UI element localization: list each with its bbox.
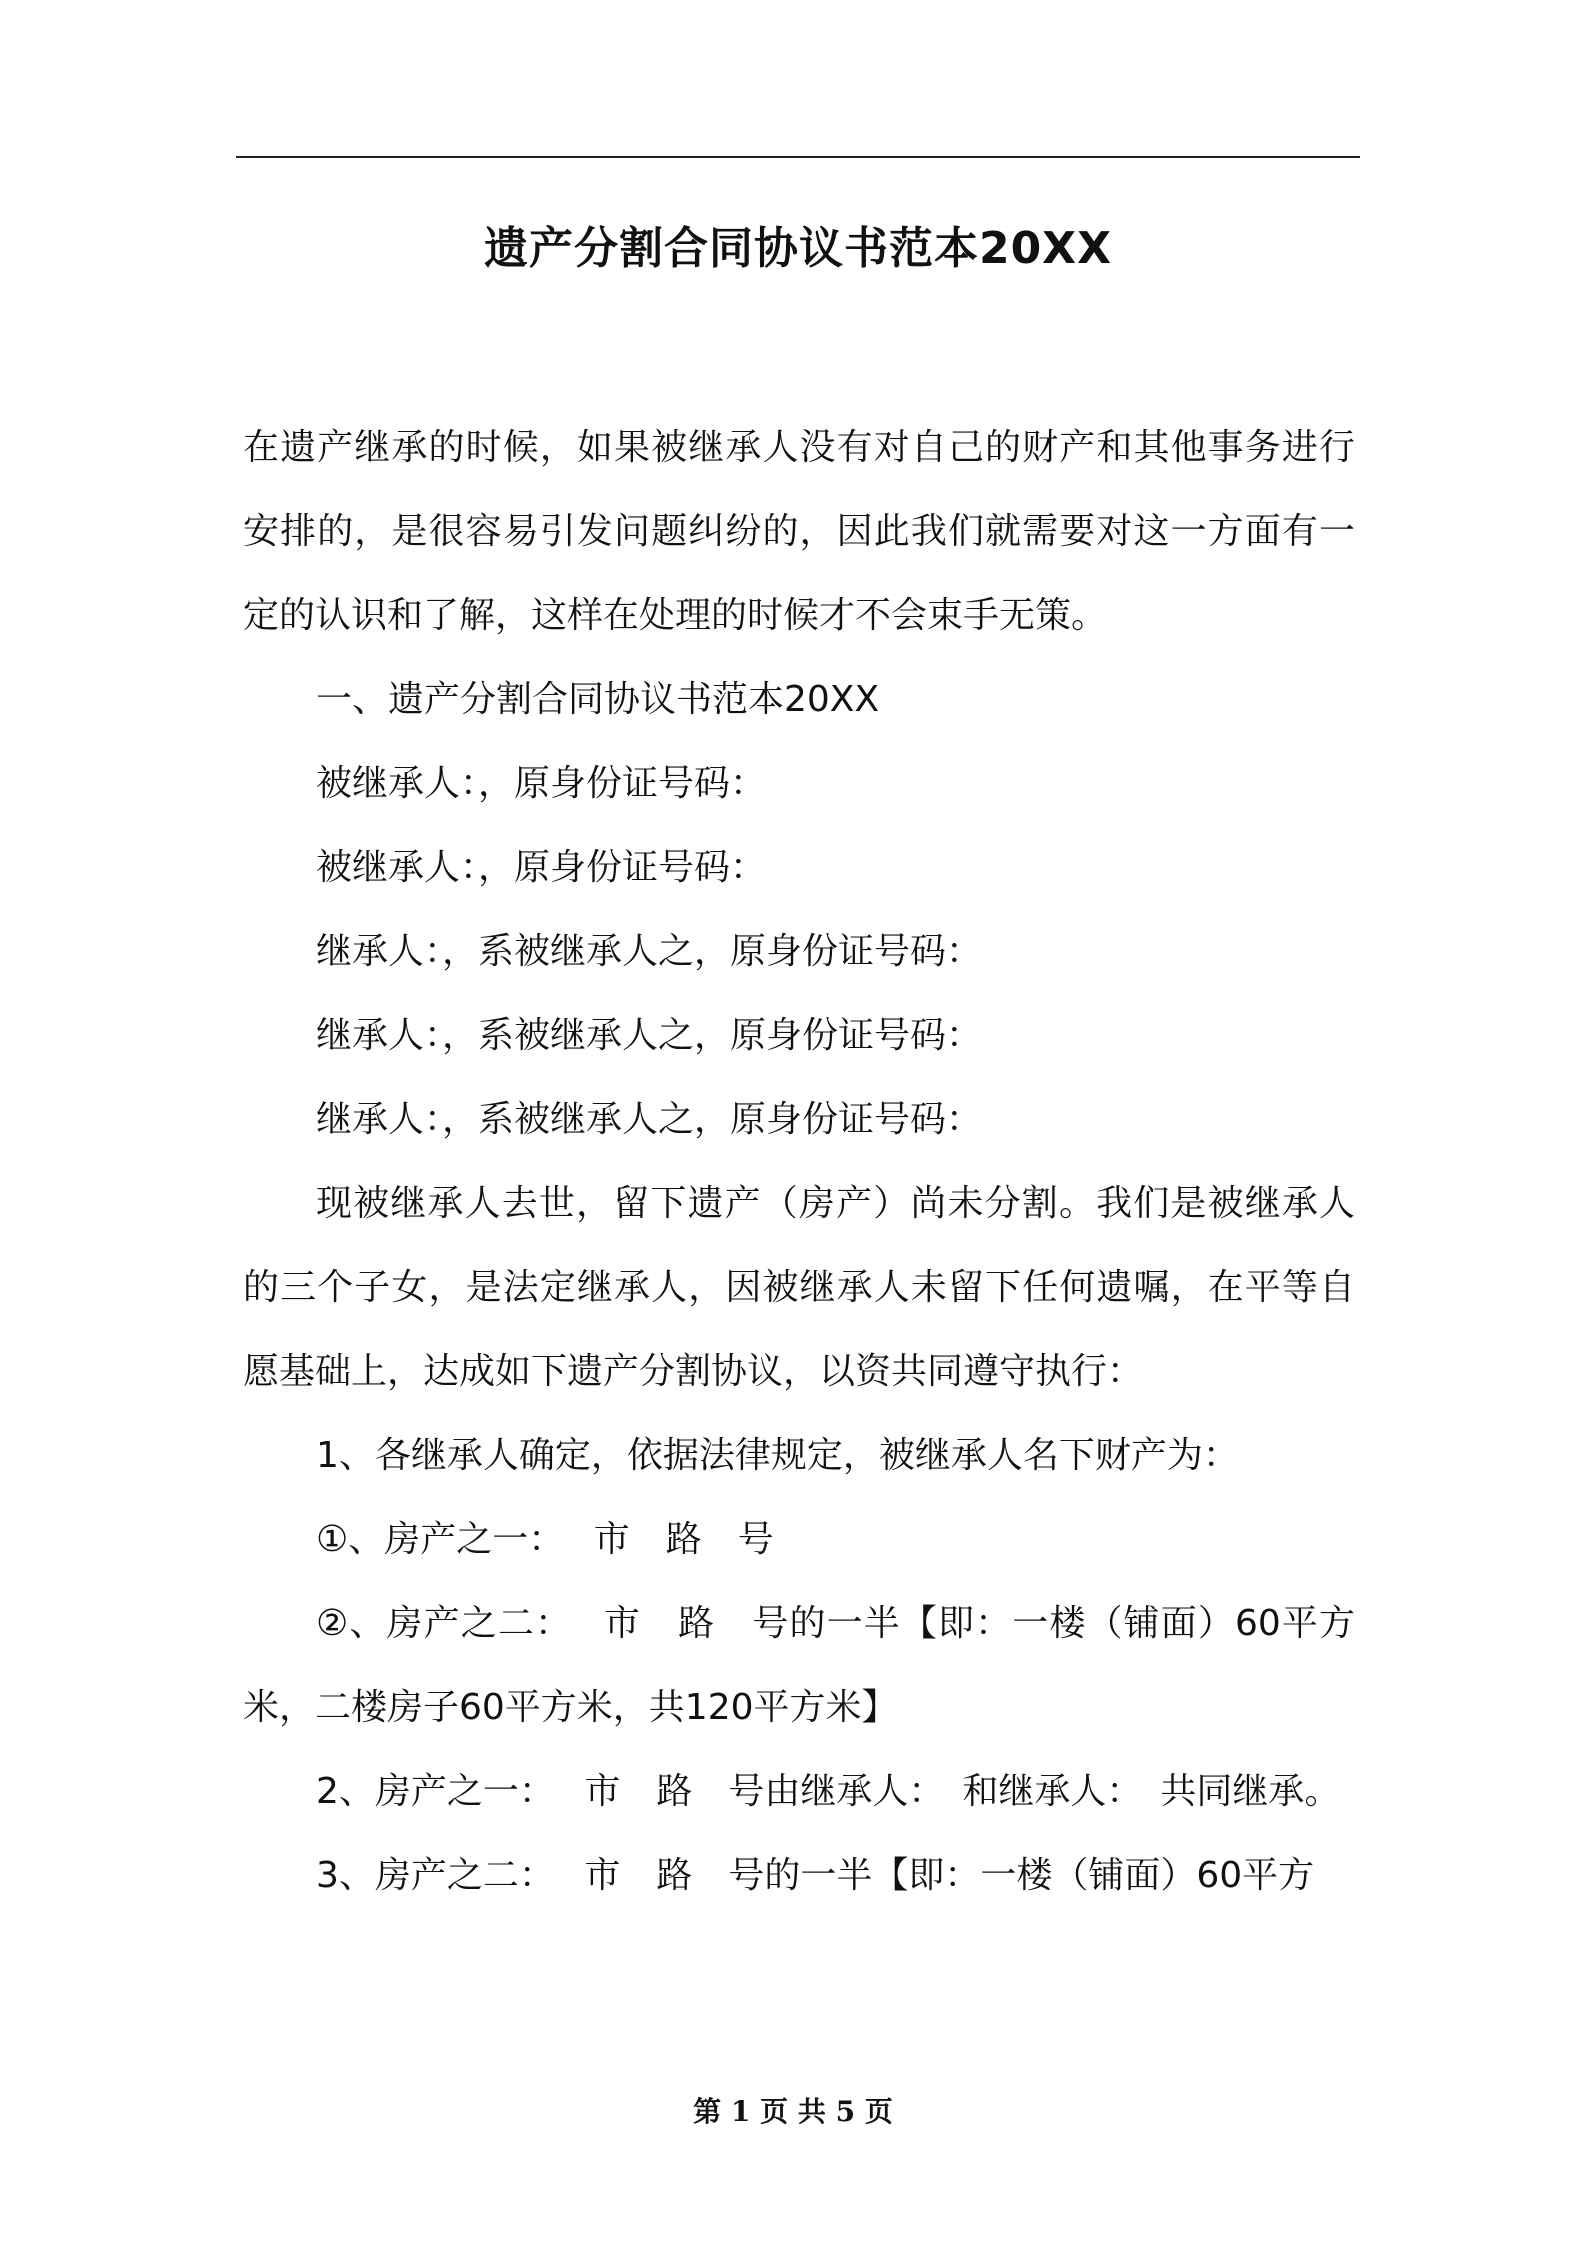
intro-paragraph: 在遗产继承的时候，如果被继承人没有对自己的财产和其他事务进行安排的，是很容易引发问题纠纷的，因此我们就需要对这一方面有一定的认识和了解，这样在处理的时候才不会束手无策。: [243, 427, 1355, 636]
heir-line: 继承人：，系被继承人之，原身份证号码：: [316, 1099, 983, 1140]
section-heading: 一、遗产分割合同协议书范本20XX: [316, 679, 880, 720]
document-body: [243, 406, 1355, 1918]
clause-1: 1、各继承人确定，依据法律规定，被继承人名下财产为：: [316, 1435, 1239, 1476]
clause-2: 2、房产之一： 市 路 号由继承人： 和继承人： 共同继承。: [316, 1771, 1341, 1812]
property-item-1: ①、房产之一： 市 路 号: [316, 1519, 774, 1560]
page-number-footer: 第 1 页 共 5 页: [693, 2095, 893, 2128]
document-title: 遗产分割合同协议书范本20XX: [483, 223, 1113, 274]
clause-3: 3、房产之二： 市 路 号的一半【即：一楼（铺面）60平方: [316, 1855, 1315, 1896]
agreement-preamble: 现被继承人去世，留下遗产（房产）尚未分割。我们是被继承人的三个子女，是法定继承人，因被继承人未留下任何遗嘱，在平等自愿基础上，达成如下遗产分割协议，以资共同遵守执行：: [243, 1183, 1355, 1392]
heir-line: 继承人：，系被继承人之，原身份证号码：: [316, 1015, 983, 1056]
decedent-line: 被继承人：，原身份证号码：: [316, 847, 767, 888]
heir-line: 继承人：，系被继承人之，原身份证号码：: [316, 931, 983, 972]
decedent-line: 被继承人：，原身份证号码：: [316, 763, 767, 804]
property-item-2: ②、房产之二： 市 路 号的一半【即：一楼（铺面）60平方米，二楼房子60平方米，共120平方米】: [243, 1603, 1355, 1728]
header-rule: [236, 156, 1360, 158]
